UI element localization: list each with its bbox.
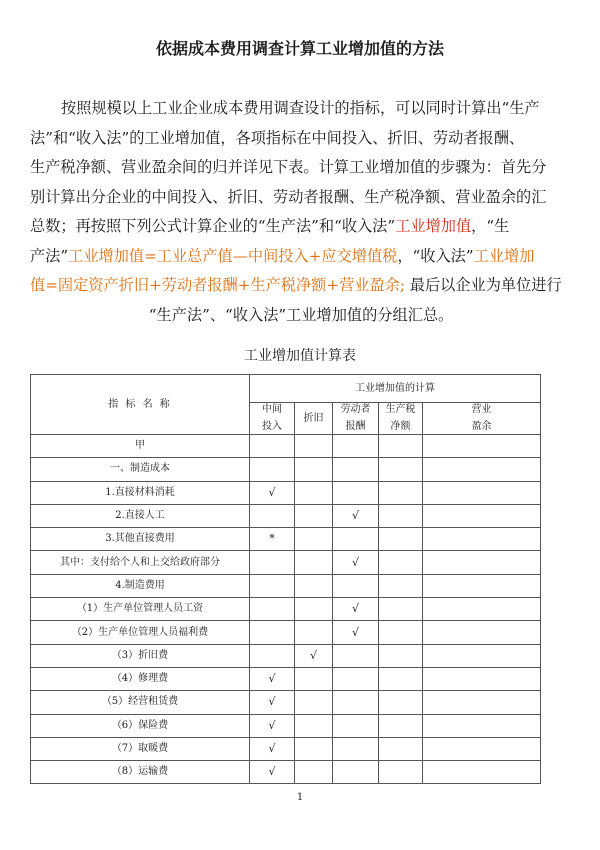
header-col-text: 投入: [262, 421, 282, 432]
row-name: 其中：支付给个人和上交给政府部分: [31, 551, 250, 574]
highlight-text: 工业增加: [473, 246, 535, 265]
empty-cell: [295, 458, 333, 481]
row-name: 4.制造费用: [31, 574, 250, 597]
check-mark: √: [250, 691, 295, 714]
row-name: （3）折旧费: [31, 644, 250, 667]
check-mark: √: [295, 644, 333, 667]
empty-cell: [333, 667, 379, 690]
empty-cell: [333, 691, 379, 714]
empty-cell: [379, 644, 423, 667]
empty-cell: [333, 644, 379, 667]
table-row: [31, 691, 541, 714]
empty-cell: [379, 761, 423, 784]
row-name: 1.直接材料消耗: [31, 481, 250, 504]
empty-cell: [295, 621, 333, 644]
check-mark: √: [333, 504, 379, 527]
page-number: 1: [296, 792, 304, 803]
header-col-text: 劳动者: [340, 404, 371, 415]
check-mark: √: [250, 667, 295, 690]
empty-cell: [423, 504, 541, 527]
empty-cell: [295, 667, 333, 690]
empty-cell: [250, 598, 295, 621]
row-name: （4）修理费: [31, 667, 250, 690]
empty-cell: [333, 458, 379, 481]
empty-cell: [423, 691, 541, 714]
empty-cell: [379, 481, 423, 504]
header-col-text: 营业: [471, 404, 492, 415]
table-title: 工业增加值计算表: [244, 348, 356, 364]
empty-cell: [423, 644, 541, 667]
empty-cell: [295, 691, 333, 714]
para-line-1: 按照规模以上工业企业成本费用调查设计的指标，可以同时计算出“生产: [61, 99, 540, 117]
empty-cell: [333, 481, 379, 504]
row-name: 2.直接人工: [31, 504, 250, 527]
header-col-2: [333, 403, 379, 435]
table-row: [31, 435, 541, 458]
highlight-text: 值=固定资产折旧+劳动者报酬+生产税净额+营业盈余;: [30, 276, 405, 294]
check-mark: √: [250, 761, 295, 784]
empty-cell: [423, 737, 541, 760]
empty-cell: [379, 435, 423, 458]
table-row: [31, 458, 541, 481]
empty-cell: [423, 574, 541, 597]
row-name: 3.其他直接费用: [31, 528, 250, 551]
empty-cell: [423, 621, 541, 644]
empty-cell: [379, 551, 423, 574]
table-row: [31, 737, 541, 760]
empty-cell: [423, 528, 541, 551]
row-name: （1）生产单位管理人员工资: [31, 598, 250, 621]
header-col-4: [423, 403, 541, 435]
table-row: [31, 481, 541, 504]
empty-cell: [333, 737, 379, 760]
row-name: （7）取暖费: [31, 737, 250, 760]
empty-cell: [295, 551, 333, 574]
check-mark: √: [250, 481, 295, 504]
para-line-4: 别计算出分企业的中间投入、折旧、劳动者报酬、生产税净额、营业盈余的汇: [30, 187, 547, 206]
highlight-text: 工业增加值=工业总产值—中间投入+应交增值税: [68, 246, 398, 265]
empty-cell: [379, 667, 423, 690]
row-name: 甲: [31, 435, 250, 458]
header-col-1: [295, 403, 333, 435]
empty-cell: [333, 435, 379, 458]
table-row: [31, 714, 541, 737]
empty-cell: [379, 574, 423, 597]
table-row: [31, 504, 541, 527]
row-name: （8）运输费: [31, 761, 250, 784]
empty-cell: [295, 714, 333, 737]
para-line-2: 法”和“收入法”的工业增加值，各项指标在中间投入、折旧、劳动者报酬、: [30, 128, 525, 147]
table-row: [31, 528, 541, 551]
header-indicator-name: 指 标 名 称: [31, 375, 250, 435]
empty-cell: [379, 714, 423, 737]
para-text: ，“生: [471, 217, 510, 235]
para-text: 总数；再按照下列公式计算企业的“生产法”和“收入法”: [30, 217, 396, 235]
empty-cell: [379, 621, 423, 644]
empty-cell: [295, 598, 333, 621]
calculation-table: [30, 374, 541, 784]
empty-cell: [379, 458, 423, 481]
document-title: 依据成本费用调查计算工业增加值的方法: [155, 39, 444, 58]
empty-cell: [295, 528, 333, 551]
check-mark: √: [333, 598, 379, 621]
para-text: 产法”: [30, 246, 69, 265]
empty-cell: [423, 667, 541, 690]
table-row: [31, 761, 541, 784]
empty-cell: [250, 551, 295, 574]
check-mark: √: [250, 714, 295, 737]
row-name: 一、制造成本: [31, 458, 250, 481]
empty-cell: [423, 435, 541, 458]
para-line-7: [30, 271, 572, 301]
table-row: [31, 644, 541, 667]
empty-cell: [250, 644, 295, 667]
empty-cell: [423, 481, 541, 504]
empty-cell: [295, 481, 333, 504]
empty-cell: [295, 574, 333, 597]
para-line-8: “生产法”、“收入法”工业增加值的分组汇总。: [148, 305, 454, 324]
empty-cell: [423, 761, 541, 784]
header-col-text: 净额: [390, 421, 411, 432]
header-col-text: 中间: [262, 404, 282, 415]
header-col-text: 折旧: [303, 412, 324, 424]
empty-cell: [333, 761, 379, 784]
empty-cell: [379, 528, 423, 551]
empty-cell: [333, 574, 379, 597]
header-col-text: 盈余: [471, 421, 492, 432]
empty-cell: [250, 504, 295, 527]
empty-cell: [423, 458, 541, 481]
check-mark: √: [250, 737, 295, 760]
empty-cell: [379, 504, 423, 527]
empty-cell: [423, 551, 541, 574]
empty-cell: [295, 737, 333, 760]
empty-cell: [295, 435, 333, 458]
table-row: [31, 667, 541, 690]
empty-cell: [423, 598, 541, 621]
table-row: [31, 621, 541, 644]
empty-cell: [379, 737, 423, 760]
asterisk-mark: *: [250, 528, 295, 551]
header-col-0: [250, 403, 295, 435]
empty-cell: [295, 761, 333, 784]
empty-cell: [333, 528, 379, 551]
empty-cell: [250, 574, 295, 597]
highlight-text: 工业增加值: [395, 217, 472, 235]
table-row: [31, 574, 541, 597]
empty-cell: [423, 714, 541, 737]
intro-paragraph: [30, 94, 572, 330]
table-row: [31, 598, 541, 621]
para-text: 最后以企业为单位进行: [404, 276, 562, 294]
empty-cell: [250, 435, 295, 458]
empty-cell: [295, 504, 333, 527]
header-col-text: 报酬: [345, 421, 366, 432]
para-line-3: 生产税净额、营业盈余间的归并详见下表。计算工业增加值的步骤为：首先分: [30, 158, 547, 176]
header-group: 工业增加值的计算: [250, 375, 541, 403]
para-line-6: [30, 242, 572, 272]
empty-cell: [379, 598, 423, 621]
row-name: （5）经营租赁费: [31, 691, 250, 714]
check-mark: √: [333, 551, 379, 574]
empty-cell: [379, 691, 423, 714]
row-name: （2）生产单位管理人员福利费: [31, 621, 250, 644]
empty-cell: [250, 621, 295, 644]
para-text: ，“收入法”: [397, 246, 474, 265]
row-name: （6）保险费: [31, 714, 250, 737]
header-col-3: [379, 403, 423, 435]
para-line-5: [30, 212, 572, 242]
empty-cell: [333, 714, 379, 737]
table-row: [31, 551, 541, 574]
header-col-text: 生产税: [385, 404, 416, 415]
empty-cell: [250, 458, 295, 481]
check-mark: √: [333, 621, 379, 644]
